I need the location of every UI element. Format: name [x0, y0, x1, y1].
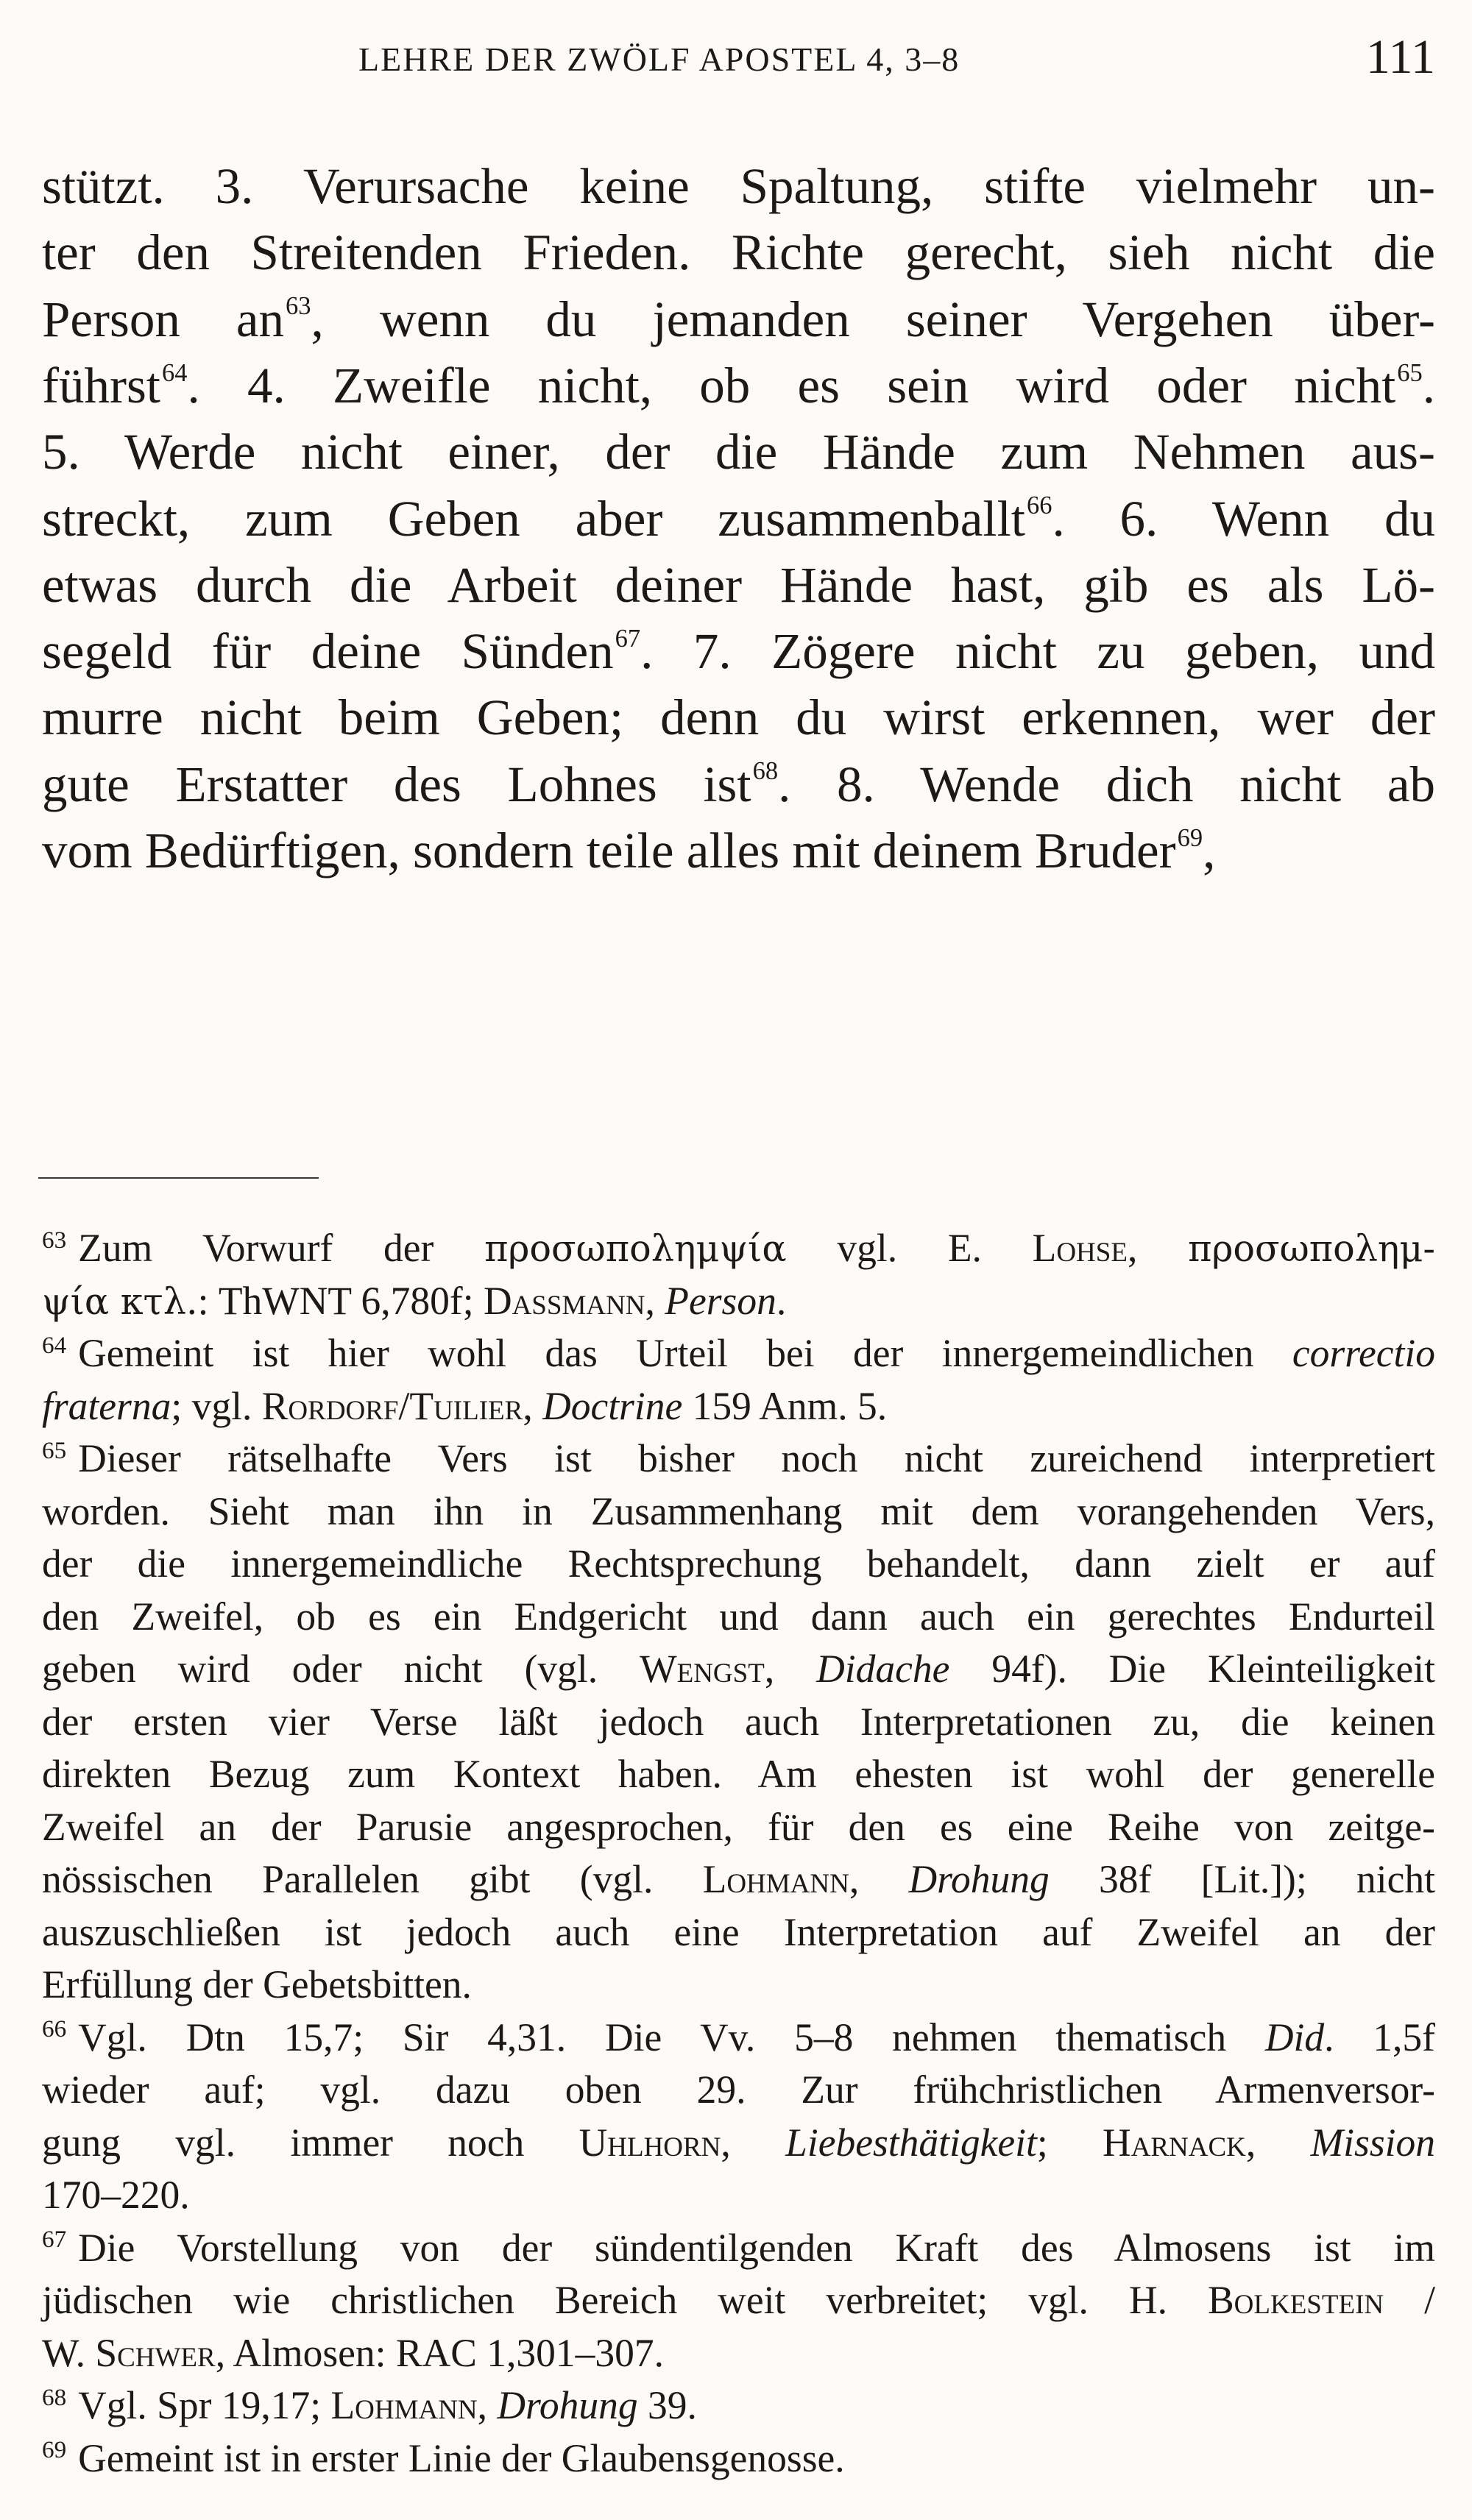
text-run: ter den Streitenden Frieden. Richte gerecht, sieh nicht die	[42, 224, 1435, 281]
text-run: ,	[477, 2383, 498, 2427]
body-text-line	[42, 486, 1435, 552]
footnote-63-line	[42, 1274, 1435, 1327]
italic-text: Person	[665, 1278, 776, 1323]
footnote-63-line	[42, 1221, 1435, 1274]
text-run: 5. Werde nicht einer, der die Hände zum Nehmen aus-	[42, 424, 1435, 480]
text-run: worden. Sieht man ihn in Zusammenhang mit dem vorangehenden Vers,	[42, 1488, 1435, 1533]
footnote-reference[interactable]: 68	[752, 757, 779, 786]
small-caps-name: Lohmann	[702, 1857, 849, 1901]
text-run: : ThWNT 6,780f;	[197, 1278, 484, 1323]
footnote-66-line	[42, 2063, 1435, 2116]
small-caps-name: Dassmann	[483, 1278, 645, 1323]
italic-text: Mission	[1310, 2120, 1436, 2165]
text-run: , wenn du jemanden seiner Vergehen über-	[311, 291, 1435, 347]
text-run: 170–220.	[42, 2173, 190, 2217]
italic-text: Didache	[816, 1647, 950, 1691]
footnote-64-line	[42, 1380, 1435, 1433]
italic-text: fraterna	[42, 1383, 171, 1428]
footnote-65-line	[42, 1906, 1435, 1959]
footnote-69-line	[42, 2432, 1435, 2485]
footnote-number: 63	[42, 1226, 67, 1254]
text-run: . 6. Wenn du	[1052, 490, 1436, 547]
text-run: ,	[764, 1647, 817, 1691]
footnote-number: 68	[42, 2383, 67, 2411]
body-text-line	[42, 817, 1435, 884]
footnote-65-line	[42, 1747, 1435, 1800]
footnote-65-line	[42, 1432, 1435, 1485]
text-run: Person an	[42, 291, 285, 347]
footnote-64-line	[42, 1327, 1435, 1380]
text-run: Gemeint ist hier wohl das Urteil bei der innergemeindlichen	[78, 1331, 1292, 1375]
small-caps-name: Schwer	[95, 2330, 216, 2375]
text-run: Zum Vorwurf der	[78, 1226, 485, 1270]
footnote-65-line	[42, 1590, 1435, 1643]
footnote-reference[interactable]: 67	[615, 624, 641, 653]
footnote-66-line	[42, 2168, 1435, 2221]
footnote-reference[interactable]: 69	[1177, 823, 1203, 852]
text-run: geben wird oder nicht (vgl.	[42, 1647, 640, 1691]
text-run: nössischen Parallelen gibt (vgl.	[42, 1857, 703, 1901]
text-run: , Almosen: RAC 1,301–307.	[215, 2330, 665, 2375]
italic-text: Drohung	[497, 2383, 638, 2427]
text-run: streckt, zum Geben aber zusammenballt	[42, 490, 1025, 547]
text-run: 94f). Die Kleinteiligkeit	[949, 1647, 1436, 1691]
footnote-65-line	[42, 1800, 1435, 1853]
small-caps-name: Lohse	[1032, 1226, 1128, 1270]
text-run: . 4. Zweifle nicht, ob es sein wird oder nicht	[187, 357, 1396, 414]
footnote-number: 64	[42, 1331, 67, 1359]
body-text-line	[42, 684, 1435, 750]
italic-text: Liebesthätigkeit	[785, 2120, 1037, 2165]
footnote-65-line	[42, 1958, 1435, 2011]
text-run: W.	[42, 2330, 96, 2375]
footnote-number: 65	[42, 1436, 67, 1464]
text-run: jüdischen wie christlichen Bereich weit verbreitet; vgl. H.	[42, 2278, 1208, 2322]
text-run: ,	[1127, 1226, 1189, 1270]
text-run: gute Erstatter des Lohnes ist	[42, 756, 751, 812]
body-text-line	[42, 153, 1435, 219]
body-text-line	[42, 751, 1435, 817]
text-run: direkten Bezug zum Kontext haben. Am ehesten ist wohl der generelle	[42, 1752, 1435, 1796]
text-run: Gemeint ist in erster Linie der Glaubensgenosse.	[78, 2435, 845, 2480]
footnote-67-line	[42, 2326, 1435, 2379]
text-run: der ersten vier Verse läßt jedoch auch Interpretationen zu, die keinen	[42, 1699, 1435, 1744]
footnote-65-line	[42, 1853, 1435, 1906]
text-run: ,	[523, 1383, 543, 1428]
text-run: ,	[849, 1857, 909, 1901]
small-caps-name: Wengst	[640, 1647, 765, 1691]
text-run: Vgl. Dtn 15,7; Sir 4,31. Die Vv. 5–8 nehmen thematisch	[78, 2015, 1265, 2059]
footnote-67-line	[42, 2274, 1435, 2326]
text-run: 38f [Lit.]); nicht	[1049, 1857, 1436, 1901]
footnote-reference[interactable]: 64	[161, 358, 188, 387]
small-caps-name: Harnack	[1103, 2120, 1246, 2165]
text-run: .	[1422, 357, 1435, 414]
footnote-65-line	[42, 1695, 1435, 1748]
footnote-65-line	[42, 1642, 1435, 1695]
text-run: führst	[42, 357, 160, 414]
text-run: .	[776, 1278, 787, 1323]
text-run: ,	[645, 1278, 665, 1323]
text-run: ,	[1203, 823, 1216, 879]
italic-text: Drohung	[908, 1857, 1050, 1901]
footnote-number: 66	[42, 2015, 67, 2043]
body-text-line	[42, 618, 1435, 684]
text-run: /	[1384, 2278, 1435, 2322]
footnote-66-line	[42, 2011, 1435, 2064]
footnote-65-line	[42, 1537, 1435, 1590]
text-run: ,	[1245, 2120, 1311, 2165]
body-text-line	[42, 286, 1435, 352]
text-run: ,	[721, 2120, 786, 2165]
small-caps-name: Rordorf/Tuilier	[261, 1383, 523, 1428]
italic-text: Doctrine	[542, 1383, 683, 1428]
text-run: etwas durch die Arbeit deiner Hände hast, gib es als Lö-	[42, 556, 1435, 613]
text-run: der die innergemeindliche Rechtsprechung behandelt, dann zielt er auf	[42, 1541, 1435, 1586]
text-run: Zweifel an der Parusie angesprochen, für den es eine Reihe von zeitge-	[42, 1804, 1435, 1849]
text-run: stützt. 3. Verursache keine Spaltung, stifte vielmehr un-	[42, 158, 1435, 214]
text-run: . 1,5f	[1324, 2015, 1435, 2059]
small-caps-name: Bolkestein	[1207, 2278, 1384, 2322]
footnote-66-line	[42, 2116, 1435, 2169]
text-run: murre nicht beim Geben; denn du wirst erkennen, wer der	[42, 689, 1435, 746]
footnote-number: 69	[42, 2436, 67, 2464]
footnote-reference[interactable]: 66	[1026, 491, 1052, 520]
text-run: Dieser rätselhafte Vers ist bisher noch nicht zureichend interpretiert	[78, 1436, 1435, 1480]
text-run: ; vgl.	[171, 1383, 262, 1428]
text-run: ;	[1036, 2120, 1103, 2165]
text-run: Vgl. Spr 19,17;	[78, 2383, 331, 2427]
text-run: segeld für deine Sünden	[42, 623, 614, 680]
footnote-65-line	[42, 1485, 1435, 1538]
body-text-line	[42, 352, 1435, 419]
greek-text: προσωπολημψία	[484, 1227, 787, 1270]
text-run: 39.	[637, 2383, 697, 2427]
body-text-line	[42, 219, 1435, 285]
text-run: . 7. Zögere nicht zu geben, und	[640, 623, 1435, 680]
text-run: den Zweifel, ob es ein Endgericht und dann auch ein gerechtes Endurteil	[42, 1594, 1435, 1639]
text-run: auszuschließen ist jedoch auch eine Interpretation auf Zweifel an der	[42, 1909, 1435, 1954]
text-run: wieder auf; vgl. dazu oben 29. Zur frühchristlichen Armenversor-	[42, 2068, 1435, 2112]
greek-text: προσωπολημ-	[1188, 1227, 1436, 1270]
footnote-reference[interactable]: 65	[1397, 358, 1423, 387]
text-run: vgl. E.	[786, 1226, 1033, 1270]
text-run: vom Bedürftigen, sondern teile alles mit deinem Bruder	[42, 823, 1176, 879]
footnote-reference[interactable]: 63	[286, 292, 311, 321]
text-run: Die Vorstellung von der sündentilgenden Kraft des Almosens ist im	[78, 2225, 1435, 2270]
text-run: 159 Anm. 5.	[682, 1383, 888, 1428]
footnote-67-line	[42, 2221, 1435, 2274]
italic-text: correctio	[1292, 1331, 1435, 1375]
small-caps-name: Uhlhorn	[578, 2120, 721, 2165]
italic-text: Did	[1264, 2015, 1325, 2059]
body-text-line	[42, 552, 1435, 618]
page-number: 111	[1365, 30, 1435, 84]
greek-text: ψία κτλ.	[42, 1279, 198, 1323]
footnote-number: 67	[42, 2226, 67, 2254]
footnote-separator-rule	[38, 1177, 319, 1179]
footnote-68-line	[42, 2379, 1435, 2432]
text-run: Erfüllung der Gebetsbitten.	[42, 1962, 472, 2006]
text-run: gung vgl. immer noch	[42, 2120, 579, 2165]
body-text-line	[42, 419, 1435, 485]
text-run: . 8. Wende dich nicht ab	[778, 756, 1435, 812]
small-caps-name: Lohmann	[330, 2383, 478, 2427]
running-header-title: LEHRE DER ZWÖLF APOSTEL 4, 3–8	[358, 40, 960, 78]
